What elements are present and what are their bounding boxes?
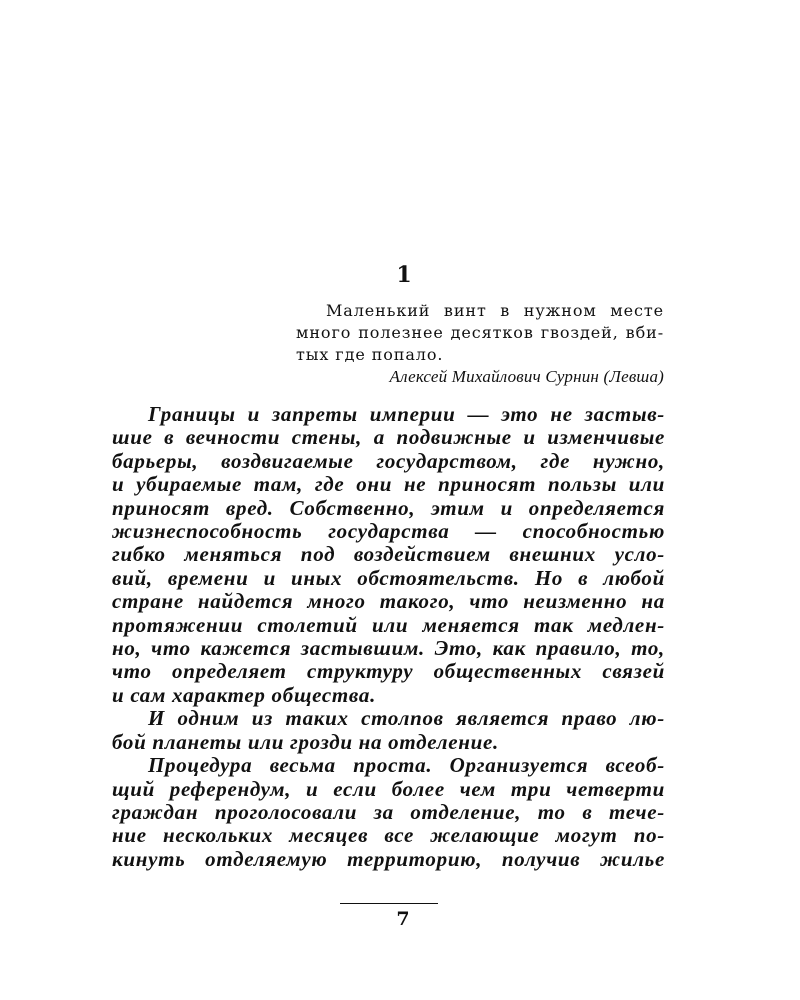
body-line: и убираемые там, где они не приносят пользы или [112,472,665,497]
body-line: барьеры, воздвигаемые государством, где нужно, [112,448,665,473]
body-line: вий, времени и иных обстоятельств. Но в любой [112,565,665,590]
body-line: и сам характер общества. [112,682,377,707]
body-line: Процедура весьма проста. Организуется всеоб- [148,753,665,778]
body-line: ние нескольких месяцев все желающие могут по- [112,823,665,848]
body-line: жизнеспособность государства — способностью [112,519,665,544]
body-line: кинуть отделяемую территорию, получив жилье [112,846,665,871]
body-line: гибко меняться под воздействием внешних усло- [112,542,665,567]
body-line: бой планеты или грозди на отделение. [112,729,499,754]
body-line: протяжении столетий или меняется так медлен- [112,612,665,637]
body-line: что определяет структуру общественных связей [112,659,665,684]
body-line: Границы и запреты империи — это не застыв- [148,402,665,426]
chapter-number: 1 [396,262,412,288]
body-line: шие в вечности стены, а подвижные и изменчивые [112,425,665,450]
epigraph-line: много полезнее десятков гвоздей, вби- [296,323,664,342]
epigraph-line: Маленький винт в нужном месте [326,301,664,320]
epigraph-line: тых где попало. [296,345,444,364]
page-number: 7 [396,908,410,930]
body-line: И одним из таких столпов является право лю- [148,706,665,731]
epigraph-author: Алексей Михайлович Сурнин (Левша) [389,367,664,386]
body-line: граждан проголосовали за отделение, то в тече- [112,799,665,824]
body-text [112,403,665,871]
body-line: приносят вред. Собственно, этим и определяется [112,495,665,520]
footer-rule [340,903,438,904]
epigraph [296,300,664,388]
body-line: но, что кажется застывшим. Это, как правило, то, [112,636,665,661]
body-line: стране найдется много такого, что неизменно на [112,589,665,614]
body-line: щий референдум, и если более чем три четверти [112,776,665,801]
